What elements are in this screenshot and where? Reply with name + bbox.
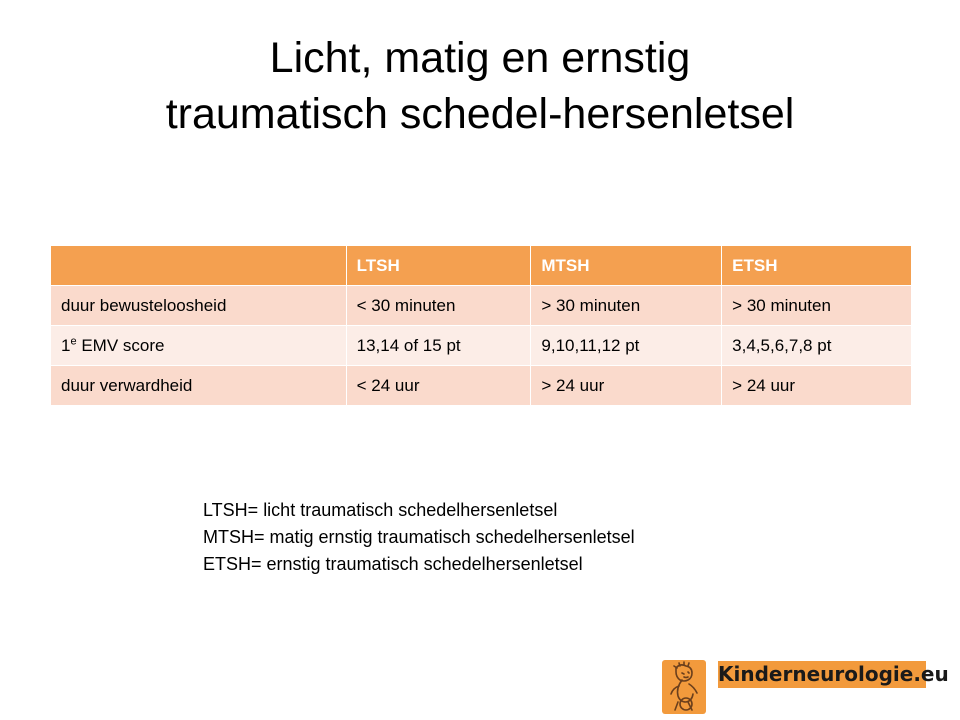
table-header-cell <box>51 246 347 286</box>
table-cell: < 30 minuten <box>346 286 531 326</box>
table-cell: > 30 minuten <box>722 286 912 326</box>
row-label-superscript: e <box>70 334 77 347</box>
row-label-prefix: 1 <box>61 335 71 355</box>
brand-logo: Kinderneurologie.eu <box>718 662 949 686</box>
table-header-cell: LTSH <box>346 246 531 286</box>
table-header-row <box>51 246 912 286</box>
table-header-cell: MTSH <box>531 246 722 286</box>
table-header-cell: ETSH <box>722 246 912 286</box>
legend-line: LTSH= licht traumatisch schedelhersenletsel <box>203 500 558 520</box>
legend-line: ETSH= ernstig traumatisch schedelhersenletsel <box>203 554 583 574</box>
abbreviation-legend <box>203 497 635 578</box>
table-cell: > 24 uur <box>531 366 722 406</box>
row-label-suffix: EMV score <box>76 335 165 355</box>
table-row <box>51 326 912 366</box>
slide-title <box>0 30 960 142</box>
title-line-1: Licht, matig en ernstig <box>269 34 691 82</box>
legend-line: MTSH= matig ernstig traumatisch schedelhersenletsel <box>203 527 635 547</box>
severity-table <box>50 245 912 406</box>
row-label: duur verwardheid <box>51 366 347 406</box>
table-row <box>51 366 912 406</box>
table-cell: 13,14 of 15 pt <box>346 326 531 366</box>
table-cell: < 24 uur <box>346 366 531 406</box>
table-cell: > 24 uur <box>722 366 912 406</box>
table-cell: 9,10,11,12 pt <box>531 326 722 366</box>
table-cell: 3,4,5,6,7,8 pt <box>722 326 912 366</box>
table-row <box>51 286 912 326</box>
table-cell: > 30 minuten <box>531 286 722 326</box>
row-label: duur bewusteloosheid <box>51 286 347 326</box>
child-figure-icon <box>662 660 706 714</box>
title-line-2: traumatisch schedel-hersenletsel <box>165 90 795 138</box>
row-label <box>51 326 347 366</box>
